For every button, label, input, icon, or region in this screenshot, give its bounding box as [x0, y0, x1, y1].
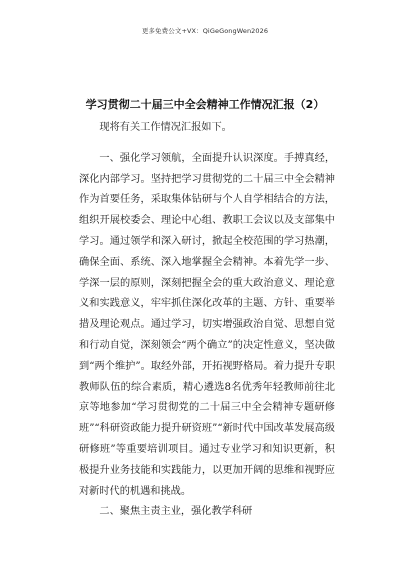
section-1-text: 手搏真经，深化内部学习。坚持把学习贯彻党的二十届三中全会精神作为首要任务，采取集体钻研与个人自学相结合的方法，组织开展校委会、理论中心组、教职工会议以及支部集中学习。通过领学和深入研讨，掀起全校范围的学习热潮，确保全面、系统、深入地掌握全会精神。本着先学一步、学深一层的原则，深刻把握全会的重大政治意义、理论意义和实践意义，牢牢抓住深化改革的主题、方针、重要举措及理论观点。通过学习，切实增强政治自觉、思想自觉和行动自觉，深刻领会“两个确立”的决定性意义，坚决做到“两个维护”。取经外部，开拓视野格局。着力提升专职教师队伍的综合素质，精心遴选8名优秀年轻教师前往北京等地参加“学习贯彻党的二十届三中全会精神专题研修班”“科研资政能力提升研资班”“新时代中国改革发展高级研修班”等重要培训项目。通过专业学习和知识更新，积极提升业务技能和实践能力，以更加开阔的思维和视野应对新时代的机遇和挑战。	[79, 152, 336, 497]
header-note: 更多免费公文+VX：QiGeGongWen2026	[141, 27, 269, 35]
section-2-heading: 二、聚焦主责主业，强化教学科研	[99, 506, 253, 518]
intro-paragraph: 现将有关工作情况汇报如下。	[99, 122, 232, 133]
section-1-paragraph	[79, 149, 335, 503]
document-title: 学习贯彻二十届三中全会精神工作情况汇报（2）	[85, 98, 325, 111]
section-1-heading: 一、强化学习领航，全面提升认识深度。	[99, 152, 284, 164]
document-body	[79, 118, 335, 523]
